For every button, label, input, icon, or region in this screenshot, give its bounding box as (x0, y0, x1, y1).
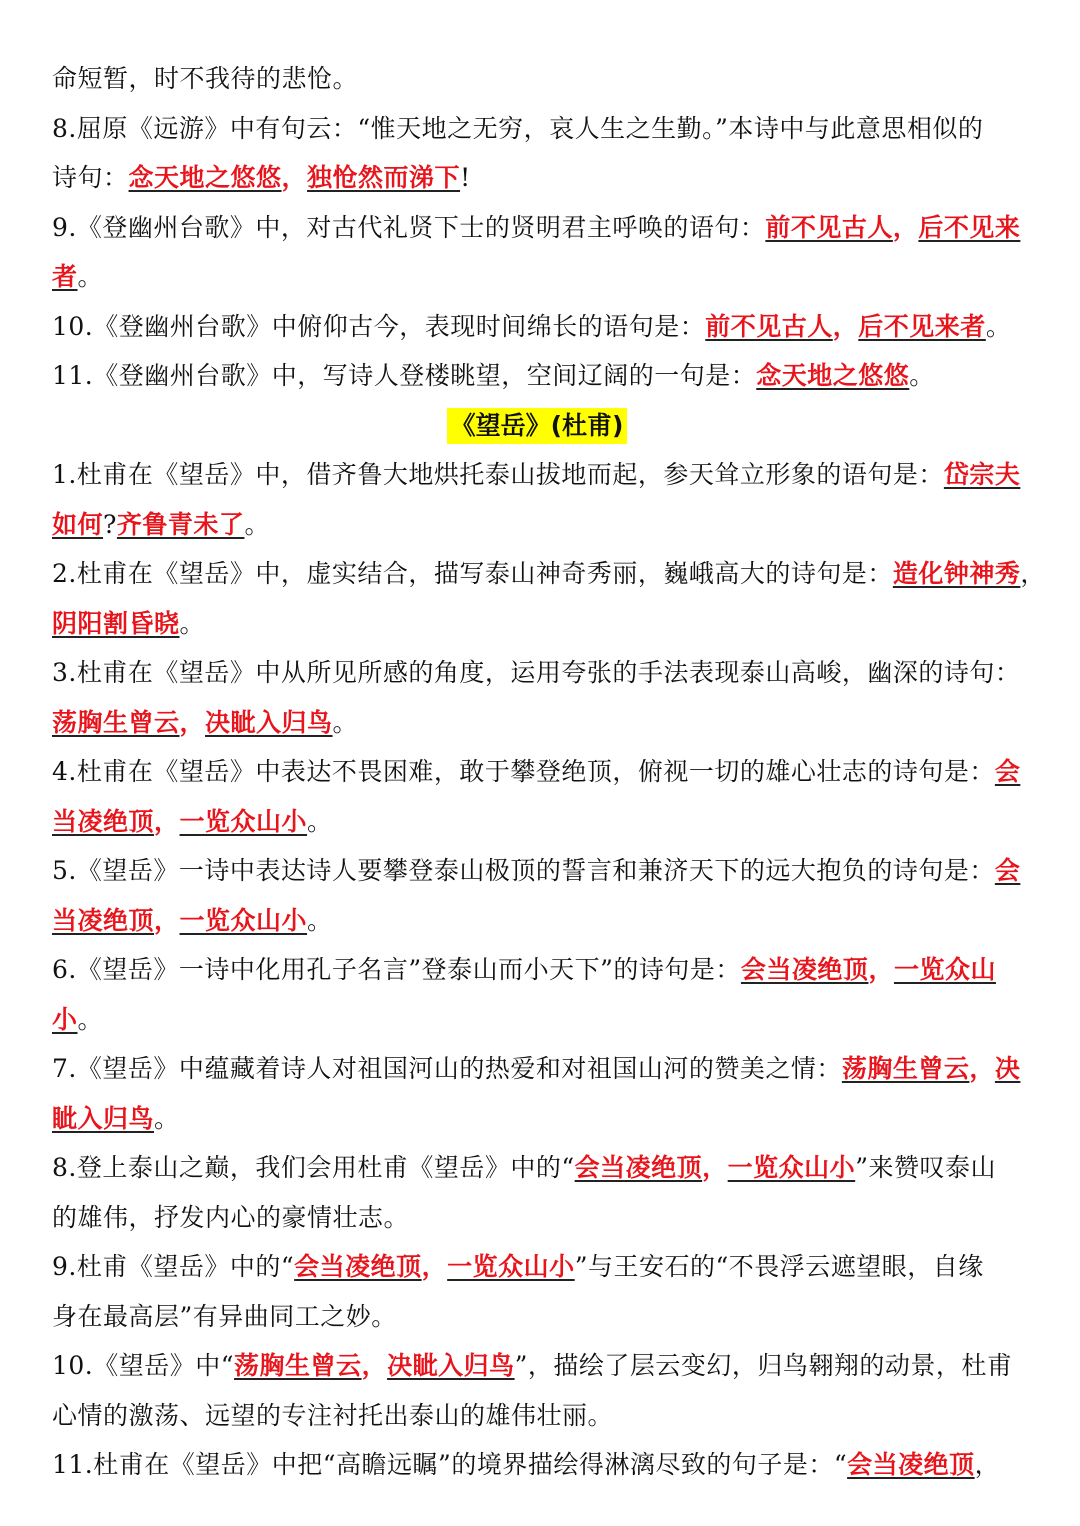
text-line (52, 203, 1022, 253)
text-line (52, 698, 1022, 748)
answer-punctuation: ， (969, 1054, 995, 1083)
answer-text: 念天地之悠悠 (756, 361, 910, 390)
body-text: 8.登上泰山之巅，我们会用杜甫《望岳》中的“ (52, 1153, 575, 1182)
text-line (52, 1391, 1022, 1441)
section-heading: 《望岳》(杜甫) (447, 408, 628, 444)
text-line (52, 1440, 1022, 1490)
answer-text: 岱宗夫 (943, 460, 1021, 489)
body-text: 4.杜甫在《望岳》中表达不畏困难，敢于攀登绝顶，俯视一切的雄心壮志的诗句是： (52, 757, 995, 786)
body-text: 。 (307, 806, 333, 836)
text-line (52, 252, 1022, 302)
answer-text: 会当凌绝顶 (847, 1450, 975, 1479)
body-text: 9.杜甫《望岳》中的“ (52, 1252, 295, 1281)
answer-punctuation: ， (361, 1351, 388, 1380)
body-text: 。 (77, 262, 104, 291)
text-line (52, 1094, 1022, 1144)
text-line (52, 846, 1022, 896)
answer-punctuation: ， (154, 806, 180, 836)
body-text: 1.杜甫在《望岳》中，借齐鲁大地烘托泰山拔地而起，参天耸立形象的语句是： (52, 460, 944, 489)
text-line (52, 302, 1022, 352)
answer-text: 一览众山小 (447, 1252, 575, 1281)
text-line (52, 599, 1022, 649)
answer-text: 一览众山小 (179, 806, 308, 836)
answer-text: 当凌绝顶 (52, 905, 155, 935)
body-text: ， (974, 1450, 1001, 1479)
answer-punctuation: ， (154, 905, 180, 935)
answer-punctuation: ， (868, 955, 894, 984)
answer-punctuation: ， (892, 212, 919, 242)
body-text: 8.屈原《远游》中有句云：“惟天地之无穷，哀人生之生勤。”本诗中与此意思相似的 (52, 113, 984, 143)
body-text: 身在最高层”有异曲同工之妙。 (52, 1301, 397, 1331)
body-text: 。 (909, 361, 935, 390)
answer-text: 会 (994, 856, 1021, 885)
text-line (52, 1143, 1022, 1193)
text-line (52, 747, 1022, 797)
answer-text: 独怆然而涕下 (307, 163, 461, 192)
answer-text: 决 (994, 1054, 1021, 1083)
answer-text: 念天地之悠悠 (128, 163, 282, 192)
body-text: 。 (179, 608, 206, 638)
text-line (52, 450, 1022, 500)
answer-text: 前不见古人 (705, 311, 833, 341)
body-text: ”，描绘了层云变幻，归鸟翱翔的动景，杜甫 (514, 1351, 1013, 1380)
answer-text: 一览众山小 (179, 905, 308, 935)
text-line (52, 1193, 1022, 1243)
answer-text: 会当凌绝顶 (294, 1252, 422, 1281)
answer-text: 眦入归鸟 (52, 1103, 155, 1133)
text-line (52, 1292, 1022, 1342)
answer-punctuation: ， (179, 707, 206, 737)
answer-punctuation: ， (281, 163, 308, 192)
body-text: 。 (244, 509, 270, 539)
text-line (52, 995, 1022, 1045)
text-line (52, 549, 1046, 599)
body-text: 。 (985, 311, 1012, 341)
body-text: ”与王安石的“不畏浮云遮望眼，自缘 (574, 1252, 984, 1281)
body-text: 心情的激荡、远望的专注衬托出泰山的雄伟壮丽。 (52, 1400, 614, 1430)
body-text: 9.《登幽州台歌》中，对古代礼贤下士的贤明君主呼唤的语句： (52, 212, 766, 242)
answer-text: 会当凌绝顶 (574, 1153, 703, 1182)
text-line (52, 1044, 1022, 1094)
text-line (52, 648, 1022, 698)
answer-text: 当凌绝顶 (52, 806, 155, 836)
text-line (52, 1341, 1022, 1391)
answer-text: 前不见古人 (765, 212, 893, 242)
answer-text: 阴阳割昏晓 (52, 608, 180, 638)
body-text: 。 (77, 1004, 104, 1034)
body-text: 3.杜甫在《望岳》中从所见所感的角度，运用夸张的手法表现泰山高峻，幽深的诗句： (52, 658, 1021, 687)
text-line (52, 1242, 1022, 1292)
answer-text: 齐鲁青未了 (116, 509, 245, 539)
text-line (52, 945, 1022, 995)
answer-text: 者 (52, 262, 78, 291)
body-text: 10.《望岳》中“ (52, 1351, 235, 1380)
body-text: ， (1020, 559, 1046, 588)
answer-text: 决眦入归鸟 (205, 707, 333, 737)
answer-text: 小 (52, 1004, 78, 1034)
body-text: 6.《望岳》一诗中化用孔子名言”登泰山而小天下”的诗句是： (52, 955, 741, 984)
answer-text: 荡胸生曾云 (841, 1054, 970, 1083)
body-text: 命短暂，时不我待的悲怆。 (52, 64, 359, 93)
answer-text: 如何 (52, 509, 104, 539)
answer-punctuation: ， (702, 1153, 728, 1182)
body-text: 10.《登幽州台歌》中俯仰古今，表现时间绵长的语句是： (52, 311, 706, 341)
answer-text: 一览众山 (893, 955, 996, 984)
body-text: 7.《望岳》中蕴藏着诗人对祖国河山的热爱和对祖国山河的赞美之情： (52, 1054, 842, 1083)
body-text: ? (103, 509, 117, 539)
answer-text: 荡胸生曾云 (234, 1351, 362, 1380)
body-text: 11.《登幽州台歌》中，写诗人登楼眺望，空间辽阔的一句是： (52, 361, 757, 390)
answer-text: 荡胸生曾云 (52, 707, 180, 737)
answer-text: 造化钟神秀 (892, 559, 1021, 588)
answer-punctuation: ， (421, 1252, 448, 1281)
body-text: 。 (332, 707, 359, 737)
body-text: 2.杜甫在《望岳》中，虚实结合，描写泰山神奇秀丽，巍峨高大的诗句是： (52, 559, 893, 588)
text-line (52, 153, 1022, 203)
body-text: 诗句： (52, 163, 129, 192)
body-text: ! (460, 163, 471, 192)
answer-text: 一览众山小 (727, 1153, 856, 1182)
body-text: 。 (307, 905, 333, 935)
text-line (52, 351, 1022, 401)
answer-text: 会当凌绝顶 (740, 955, 869, 984)
text-line (52, 896, 1022, 946)
answer-text: 后不见来 (918, 212, 1021, 242)
answer-text: 决眦入归鸟 (387, 1351, 515, 1380)
text-line (52, 104, 1022, 154)
answer-punctuation: ， (832, 311, 859, 341)
answer-text: 后不见来者 (858, 311, 986, 341)
body-text: 。 (154, 1103, 180, 1133)
body-text: 的雄伟，抒发内心的豪情壮志。 (52, 1202, 410, 1232)
body-text: 5.《望岳》一诗中表达诗人要攀登泰山极顶的誓言和兼济天下的远大抱负的诗句是： (52, 856, 995, 885)
body-text: 11.杜甫在《望岳》中把“高瞻远瞩”的境界描绘得淋漓尽致的句子是：“ (52, 1450, 848, 1479)
text-line (52, 54, 1022, 104)
answer-text: 会 (994, 757, 1021, 786)
text-line (52, 500, 1022, 550)
section-heading-row (52, 401, 1022, 451)
body-text: ”来赞叹泰山 (855, 1153, 996, 1182)
text-line (52, 797, 1022, 847)
